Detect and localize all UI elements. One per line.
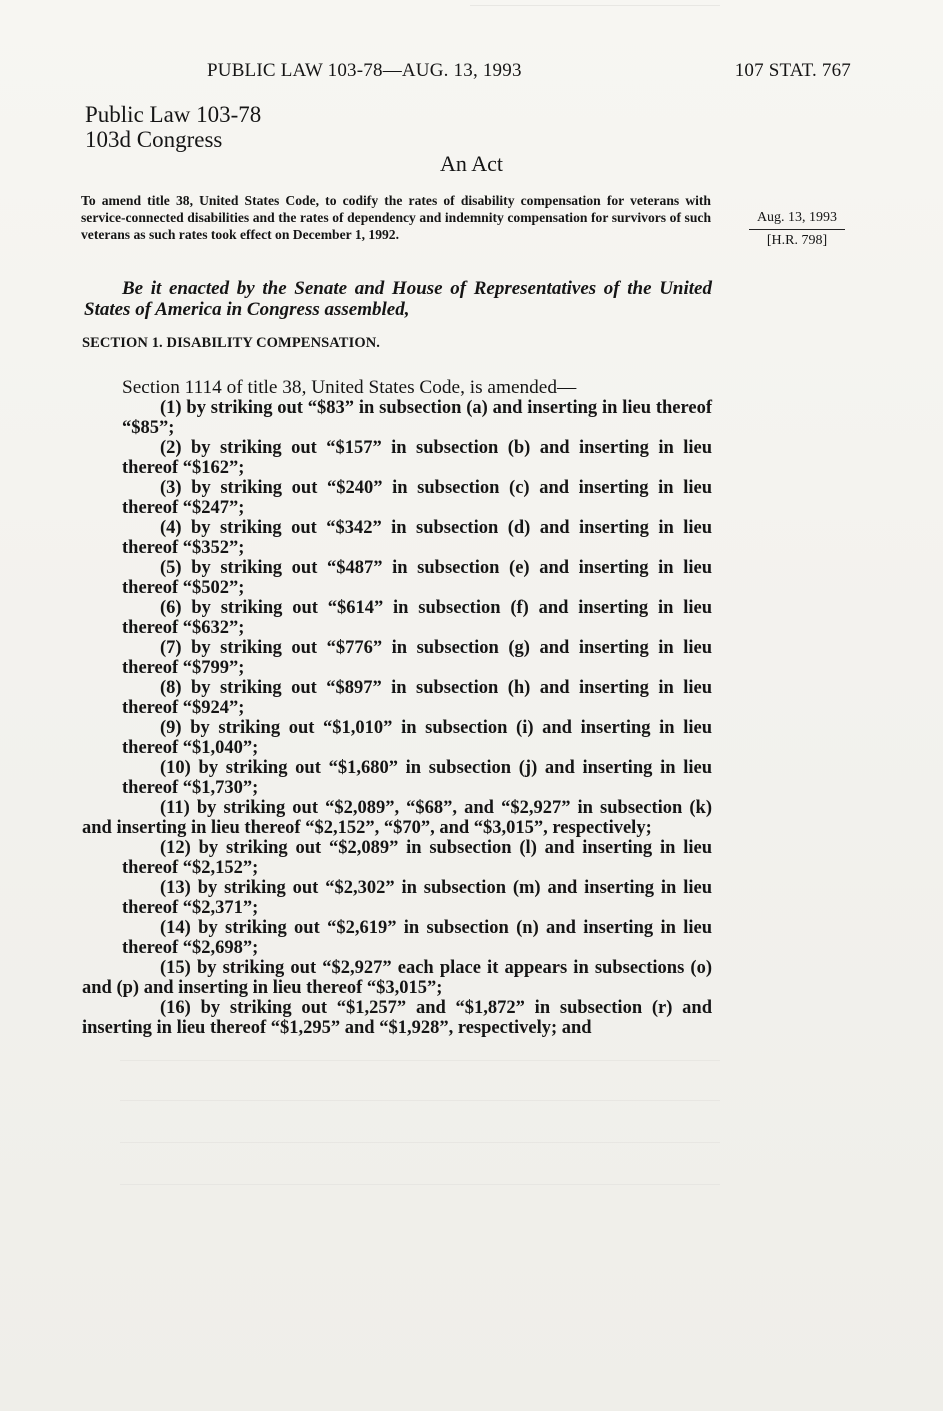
purpose-statement: To amend title 38, United States Code, to codify the rates of disability compensation for veterans with service-connected disabilities and the rates of dependency and indemnity compensation for survivors of such veterans as such rates took effect on December 1, 1992. xyxy=(81,193,711,242)
amendment-item: (12) by striking out “$2,089” in subsection (l) and inserting in lieu thereof “$2,152”; xyxy=(122,838,712,879)
public-law-number: Public Law 103-78 xyxy=(85,102,262,127)
margin-note xyxy=(745,209,849,250)
show-through-line xyxy=(120,1060,720,1061)
enacting-clause: Be it enacted by the Senate and House of Representatives of the United States of America in Congress assembled, xyxy=(84,278,712,320)
amendment-item: (3) by striking out “$240” in subsection (c) and inserting in lieu thereof “$247”; xyxy=(122,478,712,519)
amendment-item: (1) by striking out “$83” in subsection (a) and inserting in lieu thereof “$85”; xyxy=(122,398,712,439)
section-intro: Section 1114 of title 38, United States Code, is amended— xyxy=(122,377,577,399)
running-title: PUBLIC LAW 103-78—AUG. 13, 1993 xyxy=(207,60,522,81)
congress-number: 103d Congress xyxy=(85,127,223,152)
section-heading: SECTION 1. DISABILITY COMPENSATION. xyxy=(82,335,380,351)
amendment-item: (2) by striking out “$157” in subsection (b) and inserting in lieu thereof “$162”; xyxy=(122,438,712,479)
amendment-item: (9) by striking out “$1,010” in subsection (i) and inserting in lieu thereof “$1,040”; xyxy=(122,718,712,759)
act-title: An Act xyxy=(440,151,503,176)
amendment-item: (10) by striking out “$1,680” in subsection (j) and inserting in lieu thereof “$1,730”; xyxy=(122,758,712,799)
amendment-item: (11) by striking out “$2,089”, “$68”, and “$2,927” in subsection (k) and inserting in lieu thereof “$2,152”, “$70”, and “$3,015”, respectively; xyxy=(82,798,712,839)
show-through-line xyxy=(120,1100,720,1101)
law-identification xyxy=(85,102,261,152)
bill-number: [H.R. 798] xyxy=(766,233,828,248)
show-through-line xyxy=(120,1142,720,1143)
amendment-item: (14) by striking out “$2,619” in subsection (n) and inserting in lieu thereof “$2,698”; xyxy=(122,918,712,959)
show-through-line xyxy=(120,1184,720,1185)
amendment-item: (15) by striking out “$2,927” each place it appears in subsections (o) and (p) and inserting in lieu thereof “$3,015”; xyxy=(82,958,712,999)
amendment-item: (8) by striking out “$897” in subsection (h) and inserting in lieu thereof “$924”; xyxy=(122,678,712,719)
amendment-item: (5) by striking out “$487” in subsection (e) and inserting in lieu thereof “$502”; xyxy=(122,558,712,599)
amendment-item: (4) by striking out “$342” in subsection (d) and inserting in lieu thereof “$352”; xyxy=(122,518,712,559)
margin-rule xyxy=(749,229,845,230)
enactment-date: Aug. 13, 1993 xyxy=(756,210,838,225)
amendment-item: (16) by striking out “$1,257” and “$1,872” in subsection (r) and inserting in lieu thereof “$1,295” and “$1,928”, respectively; and xyxy=(82,998,712,1039)
amendment-item: (6) by striking out “$614” in subsection (f) and inserting in lieu thereof “$632”; xyxy=(122,598,712,639)
scan-artifact xyxy=(470,5,720,6)
amendment-item: (13) by striking out “$2,302” in subsection (m) and inserting in lieu thereof “$2,371”; xyxy=(122,878,712,919)
section-body xyxy=(82,358,712,1039)
amendment-item: (7) by striking out “$776” in subsection (g) and inserting in lieu thereof “$799”; xyxy=(122,638,712,679)
running-head xyxy=(0,58,943,84)
stat-reference: 107 STAT. 767 xyxy=(734,60,851,81)
